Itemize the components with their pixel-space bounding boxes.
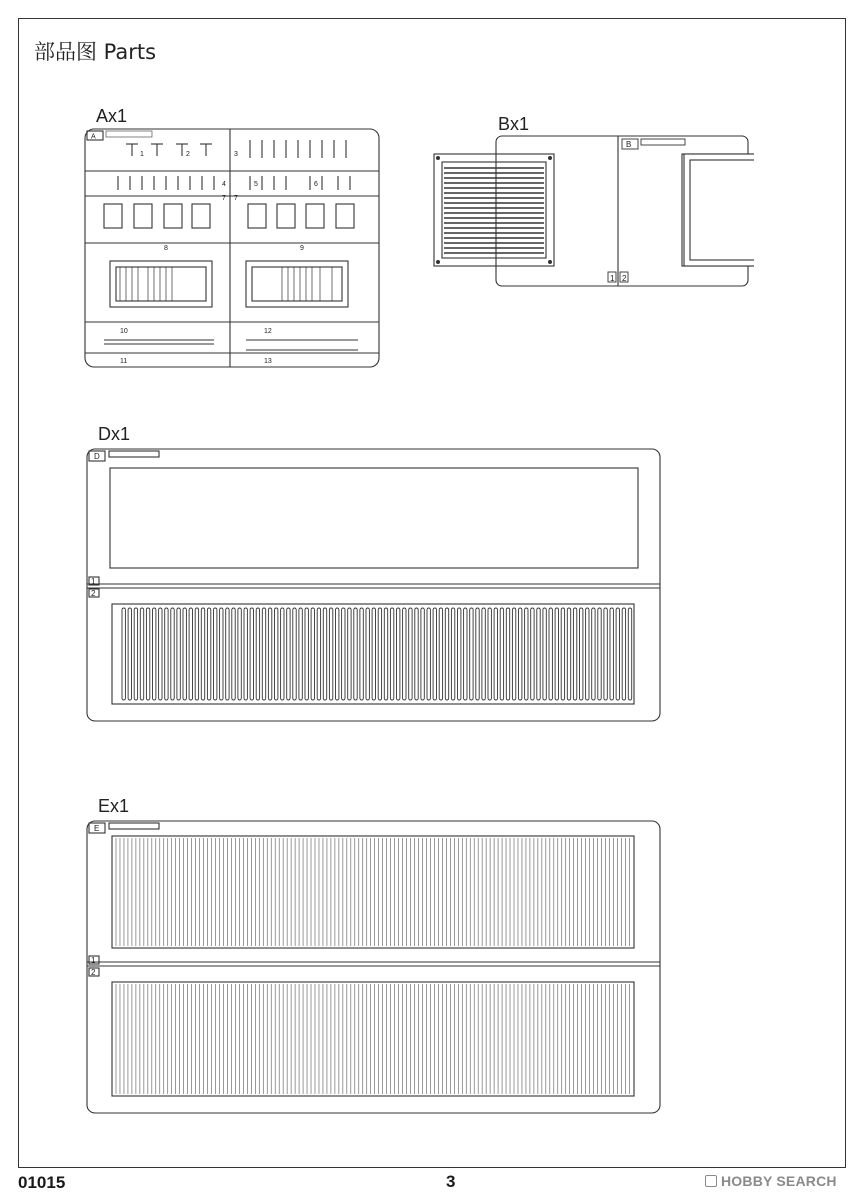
panel-slot [329, 608, 332, 700]
part-number-a-1: 1 [140, 151, 144, 158]
sprue-e-diagram [84, 818, 664, 1116]
part-number-e-2: 2 [91, 968, 96, 977]
panel-slot [610, 608, 613, 700]
part-number-d-2: 2 [91, 589, 96, 598]
panel-slot [476, 608, 479, 700]
panel-slot [598, 608, 601, 700]
part-number-a-6: 6 [314, 181, 318, 188]
panel-slot [268, 608, 271, 700]
panel-slot [525, 608, 528, 700]
part-number-a-13: 13 [264, 358, 272, 365]
panel-slot [122, 608, 125, 700]
panel-slot [366, 608, 369, 700]
page-title: 部品图 Parts [34, 40, 157, 64]
panel-slot [275, 608, 278, 700]
panel-slot [342, 608, 345, 700]
panel-slot [232, 608, 235, 700]
panel-slot [134, 608, 137, 700]
panel-slot [201, 608, 204, 700]
panel-slot [415, 608, 418, 700]
sprue-b-letter: B [626, 140, 632, 149]
part-number-a-8: 8 [164, 245, 168, 252]
panel-slot [421, 608, 424, 700]
panel-slot [470, 608, 473, 700]
part-number-a-4: 4 [222, 181, 226, 188]
panel-slot [140, 608, 143, 700]
panel-slot [506, 608, 509, 700]
part-number-a-11: 11 [120, 358, 128, 365]
part-number-d-1: 1 [91, 577, 96, 586]
panel-slot [573, 608, 576, 700]
panel-slot [561, 608, 564, 700]
panel-slot [214, 608, 217, 700]
panel-slot [220, 608, 223, 700]
page-number: 3 [446, 1172, 456, 1191]
panel-slot [189, 608, 192, 700]
part-number-a-12: 12 [264, 328, 272, 335]
panel-slot [153, 608, 156, 700]
panel-slot [305, 608, 308, 700]
panel-slot [439, 608, 442, 700]
panel-slot [238, 608, 241, 700]
part-number-b-1: 1 [610, 274, 615, 283]
sprue-b-label: Bx1 [498, 114, 530, 134]
panel-slot [622, 608, 625, 700]
panel-slot [299, 608, 302, 700]
panel-slot [384, 608, 387, 700]
panel-slot [183, 608, 186, 700]
panel-slot [207, 608, 210, 700]
panel-slot [372, 608, 375, 700]
panel-slot [537, 608, 540, 700]
panel-slot [287, 608, 290, 700]
part-number-a-2: 2 [186, 151, 190, 158]
logo-icon [705, 1175, 717, 1187]
panel-slot [500, 608, 503, 700]
part-number-a-3: 3 [234, 151, 238, 158]
panel-slot [451, 608, 454, 700]
part-number-a-10: 10 [120, 328, 128, 335]
panel-slot [378, 608, 381, 700]
panel-slot [323, 608, 326, 700]
panel-slot [177, 608, 180, 700]
part-number-a-7: 7 [222, 195, 226, 202]
panel-slot [494, 608, 497, 700]
panel-slot [403, 608, 406, 700]
panel-slot [165, 608, 168, 700]
panel-slot [293, 608, 296, 700]
panel-slot [427, 608, 430, 700]
part-number-a-9: 9 [300, 245, 304, 252]
panel-slot [171, 608, 174, 700]
part-number-b-2: 2 [622, 274, 627, 283]
sprue-e-label: Ex1 [98, 796, 130, 816]
panel-slot [604, 608, 607, 700]
panel-slot [226, 608, 229, 700]
product-code: 01015 [18, 1173, 66, 1192]
sprue-d-label: Dx1 [98, 424, 131, 444]
panel-slot [519, 608, 522, 700]
panel-slot [317, 608, 320, 700]
panel-slot [512, 608, 515, 700]
panel-slot [464, 608, 467, 700]
panel-slot [159, 608, 162, 700]
panel-slot [543, 608, 546, 700]
sprue-e-letter: E [94, 824, 100, 833]
sprue-a-label: Ax1 [96, 106, 128, 126]
panel-slot [354, 608, 357, 700]
part-number-a-5: 5 [254, 181, 258, 188]
panel-slot [567, 608, 570, 700]
panel-slot [555, 608, 558, 700]
panel-slot [348, 608, 351, 700]
part-number-e-1: 1 [91, 956, 96, 965]
panel-slot [592, 608, 595, 700]
panel-slot [482, 608, 485, 700]
panel-slot [531, 608, 534, 700]
panel-slot [458, 608, 461, 700]
panel-slot [488, 608, 491, 700]
part-number-a-7b: 7 [234, 195, 238, 202]
panel-slot [311, 608, 314, 700]
panel-slot [146, 608, 149, 700]
panel-slot [195, 608, 198, 700]
sprue-d-diagram [84, 446, 664, 726]
panel-slot [244, 608, 247, 700]
panel-slot [628, 608, 631, 700]
panel-slot [250, 608, 253, 700]
panel-slot [580, 608, 583, 700]
watermark [705, 1173, 837, 1189]
panel-slot [433, 608, 436, 700]
panel-slot [390, 608, 393, 700]
sprue-a-letter: A [91, 133, 96, 141]
sprue-a-diagram [82, 126, 382, 370]
panel-slot [256, 608, 259, 700]
panel-slot [262, 608, 265, 700]
panel-slot [281, 608, 284, 700]
panel-slot [445, 608, 448, 700]
panel-slot [549, 608, 552, 700]
panel-slot [336, 608, 339, 700]
panel-slot [409, 608, 412, 700]
panel-slot [360, 608, 363, 700]
panel-slot [128, 608, 131, 700]
watermark-text: HOBBY SEARCH [721, 1173, 837, 1189]
panel-slot [397, 608, 400, 700]
panel-slot [616, 608, 619, 700]
sprue-d-letter: D [94, 452, 100, 461]
sprue-b-diagram [428, 132, 754, 290]
panel-slot [586, 608, 589, 700]
